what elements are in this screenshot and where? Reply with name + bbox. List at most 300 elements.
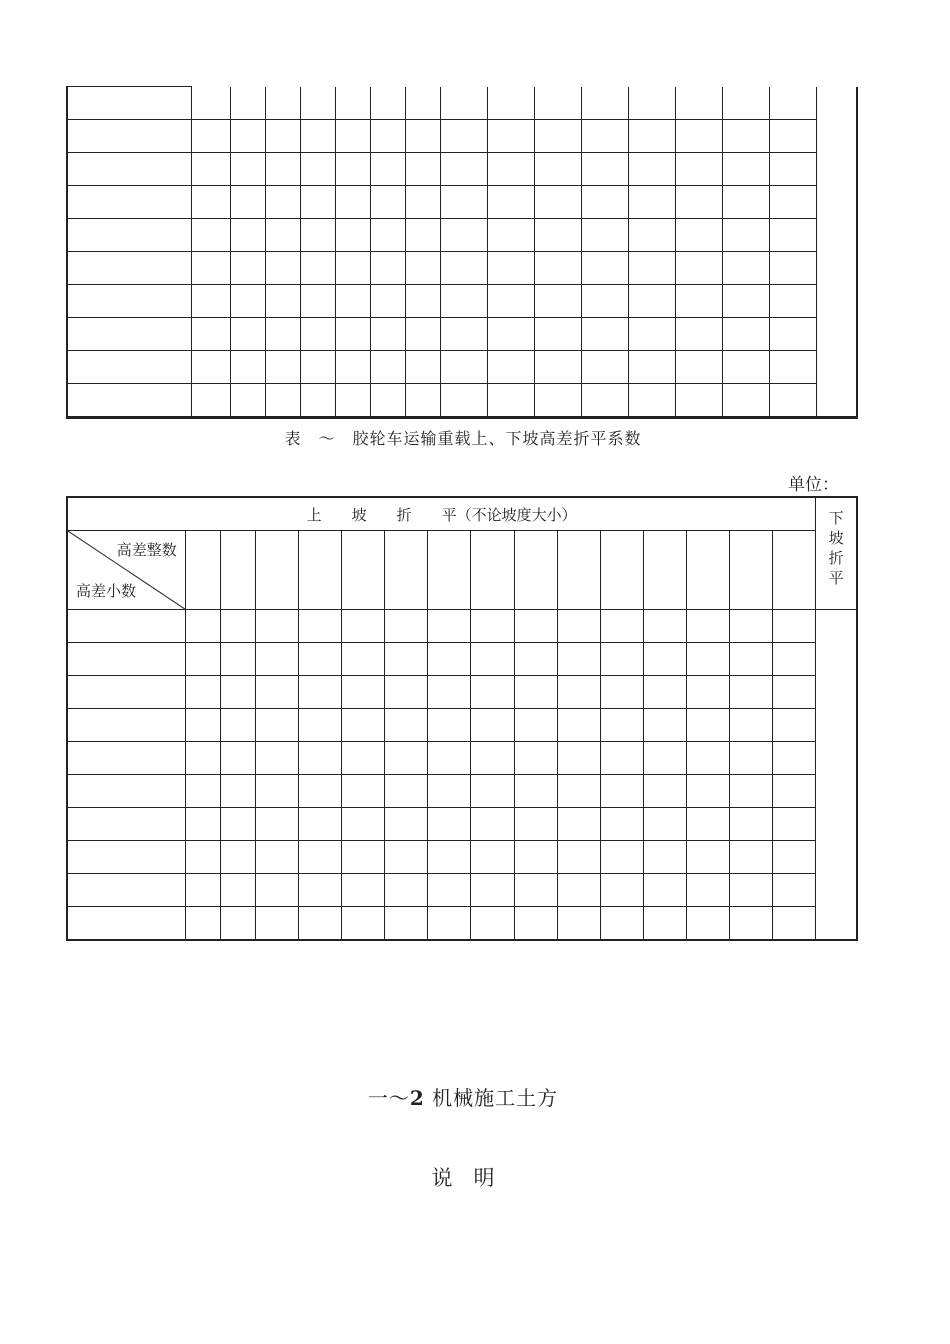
table-cell: [405, 252, 440, 285]
table-cell: [255, 775, 298, 808]
table-cell: [405, 318, 440, 351]
table-cell: [773, 808, 816, 841]
table-row: [67, 610, 857, 643]
table-cell: [67, 643, 185, 676]
table-cell: [729, 610, 772, 643]
table-cell: [686, 907, 729, 941]
table-cell: [255, 874, 298, 907]
table-cell: [185, 709, 220, 742]
column-header-cell: [385, 531, 428, 610]
table-cell: [440, 186, 487, 219]
table-cell: [255, 841, 298, 874]
table-cell: [67, 384, 191, 418]
unit-label: 单位：: [788, 475, 839, 495]
table-cell: [675, 384, 722, 418]
table-cell: [220, 874, 255, 907]
table-cell: [514, 643, 557, 676]
table-row: [67, 87, 857, 120]
table-cell: [300, 285, 335, 318]
table-cell: [534, 351, 581, 384]
table-cell: [722, 384, 769, 418]
table-cell: [370, 186, 405, 219]
table-cell: [405, 351, 440, 384]
table-cell: [265, 219, 300, 252]
table-cell: [600, 709, 643, 742]
table-cell: [675, 351, 722, 384]
table-cell: [67, 186, 191, 219]
table-row: [67, 841, 857, 874]
column-header-cell: [299, 531, 342, 610]
table-cell: [686, 676, 729, 709]
table-cell: [581, 384, 628, 418]
table-cell: [773, 610, 816, 643]
table-cell: [428, 709, 471, 742]
table-cell: [67, 742, 185, 775]
table-row: [67, 186, 857, 219]
table-cell: [729, 676, 772, 709]
table-cell: [335, 252, 370, 285]
table-cell: [722, 186, 769, 219]
table-cell: [628, 153, 675, 186]
table-cell: [600, 643, 643, 676]
table-cell: [255, 676, 298, 709]
table-cell: [514, 709, 557, 742]
table-cell: [405, 384, 440, 418]
table-cell: [370, 351, 405, 384]
table-cell: [428, 643, 471, 676]
table-cell: [581, 153, 628, 186]
table-cell: [440, 252, 487, 285]
table-row: [67, 676, 857, 709]
diagonal-header-cell: [67, 531, 185, 610]
table-cell: [471, 808, 514, 841]
table-row: [67, 252, 857, 285]
table-cell: [299, 610, 342, 643]
table-cell: [600, 676, 643, 709]
table-cell: [300, 186, 335, 219]
table-row: [67, 808, 857, 841]
table-cell: [686, 874, 729, 907]
table-cell: [557, 709, 600, 742]
table-cell: [600, 610, 643, 643]
column-header-cell: [185, 531, 220, 610]
table-cell: [370, 120, 405, 153]
table-cell: [67, 841, 185, 874]
table-cell: [428, 907, 471, 941]
header-row: [67, 497, 857, 531]
table-cell: [255, 709, 298, 742]
table-cell: [370, 285, 405, 318]
table-cell: [440, 219, 487, 252]
table-cell: [722, 351, 769, 384]
table-cell: [440, 153, 487, 186]
table-cell: [67, 775, 185, 808]
table-cell: [581, 87, 628, 120]
table-cell: [300, 153, 335, 186]
table-cell: [220, 808, 255, 841]
table-cell: [675, 87, 722, 120]
table-cell: [581, 219, 628, 252]
diag-top-label: 高差整数: [116, 541, 177, 559]
top-table-body: [67, 87, 857, 418]
table-cell: [191, 219, 230, 252]
table-cell: [385, 643, 428, 676]
table-cell: [299, 709, 342, 742]
table-cell: [185, 742, 220, 775]
table-cell: [471, 775, 514, 808]
table-cell: [557, 841, 600, 874]
uphill-header: 上 坡 折 平（不论坡度大小）: [67, 497, 816, 531]
table-cell: [514, 841, 557, 874]
table-cell: [643, 610, 686, 643]
table-cell: [220, 676, 255, 709]
table-cell: [769, 384, 816, 418]
table-cell: [335, 186, 370, 219]
table-cell: [769, 186, 816, 219]
table-cell: [428, 676, 471, 709]
table-cell: [557, 775, 600, 808]
section-number: 2: [409, 1086, 425, 1110]
column-header-cell: [643, 531, 686, 610]
table-cell: [265, 384, 300, 418]
table-cell: [514, 808, 557, 841]
table-cell: [342, 907, 385, 941]
table-cell: [773, 742, 816, 775]
table-cell: [722, 252, 769, 285]
table-cell: [342, 841, 385, 874]
table-cell: [255, 610, 298, 643]
table-cell: [342, 643, 385, 676]
table-row: [67, 351, 857, 384]
table-cell: [370, 318, 405, 351]
table-row: [67, 285, 857, 318]
column-header-cell: [514, 531, 557, 610]
table-cell: [643, 676, 686, 709]
table-cell: [342, 676, 385, 709]
table-cell: [686, 709, 729, 742]
table-cell: [265, 351, 300, 384]
table-cell: [67, 808, 185, 841]
downhill-header: [816, 497, 857, 610]
table-cell: [729, 841, 772, 874]
table-cell: [230, 186, 265, 219]
table-cell: [299, 907, 342, 941]
column-header-cell: [471, 531, 514, 610]
table-cell: [440, 285, 487, 318]
table-cell: [342, 610, 385, 643]
table-cell: [686, 742, 729, 775]
table-row: [67, 775, 857, 808]
table-cell: [686, 808, 729, 841]
column-header-cell: [428, 531, 471, 610]
table-cell: [220, 709, 255, 742]
table-cell: [514, 874, 557, 907]
table-cell: [487, 153, 534, 186]
table-cell: [675, 285, 722, 318]
table-cell: [342, 775, 385, 808]
table-cell: [675, 252, 722, 285]
table-cell: [722, 219, 769, 252]
table-cell: [581, 351, 628, 384]
right-blank-cell: [816, 252, 857, 285]
table-row: [67, 384, 857, 418]
table-cell: [729, 643, 772, 676]
table-cell: [581, 120, 628, 153]
table-cell: [600, 808, 643, 841]
table-cell: [643, 775, 686, 808]
table-cell: [581, 252, 628, 285]
table-cell: [220, 742, 255, 775]
table-cell: [299, 841, 342, 874]
right-blank-cell: [816, 384, 857, 418]
table-cell: [487, 351, 534, 384]
table-cell: [487, 252, 534, 285]
table-cell: [773, 775, 816, 808]
table-cell: [628, 87, 675, 120]
downhill-char: 折: [828, 549, 844, 567]
table-cell: [440, 87, 487, 120]
table-cell: [299, 643, 342, 676]
table-cell: [729, 808, 772, 841]
table-cell: [191, 384, 230, 418]
table-cell: [581, 285, 628, 318]
table-cell: [534, 153, 581, 186]
table-cell: [534, 87, 581, 120]
table-cell: [600, 907, 643, 941]
table-cell: [185, 907, 220, 941]
table-cell: [487, 318, 534, 351]
table-cell: [191, 318, 230, 351]
table-cell: [769, 318, 816, 351]
table-cell: [487, 384, 534, 418]
table-cell: [471, 643, 514, 676]
table-cell: [487, 285, 534, 318]
table-cell: [600, 742, 643, 775]
table-cell: [769, 285, 816, 318]
table-cell: [769, 252, 816, 285]
table-cell: [342, 709, 385, 742]
table-cell: [729, 874, 772, 907]
table-cell: [385, 742, 428, 775]
table-cell: [600, 775, 643, 808]
table-cell: [265, 318, 300, 351]
table-cell: [405, 87, 440, 120]
table-cell: [300, 87, 335, 120]
table-cell: [67, 120, 191, 153]
right-blank-cell: [816, 318, 857, 351]
table-cell: [773, 874, 816, 907]
table-cell: [628, 186, 675, 219]
table-cell: [471, 841, 514, 874]
table-cell: [428, 808, 471, 841]
top-table: [66, 86, 858, 419]
table-cell: [335, 120, 370, 153]
table-cell: [342, 742, 385, 775]
table-cell: [300, 120, 335, 153]
table-cell: [440, 318, 487, 351]
table-cell: [487, 186, 534, 219]
table-cell: [220, 775, 255, 808]
table-cell: [405, 186, 440, 219]
table-cell: [428, 874, 471, 907]
table-cell: [643, 808, 686, 841]
table-cell: [220, 610, 255, 643]
table-cell: [370, 87, 405, 120]
table-cell: [335, 318, 370, 351]
table-cell: [185, 808, 220, 841]
table-cell: [729, 775, 772, 808]
table-cell: [265, 120, 300, 153]
table-cell: [370, 219, 405, 252]
table-cell: [370, 153, 405, 186]
table-cell: [773, 907, 816, 941]
table-row: [67, 120, 857, 153]
table-cell: [185, 610, 220, 643]
table-cell: [514, 610, 557, 643]
table-cell: [628, 318, 675, 351]
table-cell: [67, 351, 191, 384]
table-cell: [534, 120, 581, 153]
table-cell: [370, 384, 405, 418]
table-row: [67, 318, 857, 351]
table-cell: [769, 351, 816, 384]
table-row: [67, 153, 857, 186]
table-cell: [405, 219, 440, 252]
table-cell: [643, 841, 686, 874]
table-cell: [220, 841, 255, 874]
column-header-cell: [557, 531, 600, 610]
table-cell: [405, 153, 440, 186]
table-cell: [67, 610, 185, 643]
table-cell: [300, 318, 335, 351]
table-cell: [191, 87, 230, 120]
table-cell: [534, 219, 581, 252]
table-cell: [600, 841, 643, 874]
table-cell: [191, 351, 230, 384]
table-cell: [191, 120, 230, 153]
table-cell: [769, 153, 816, 186]
table-cell: [255, 643, 298, 676]
table-cell: [191, 252, 230, 285]
table-cell: [675, 318, 722, 351]
table-cell: [220, 907, 255, 941]
table-cell: [643, 907, 686, 941]
table-cell: [769, 87, 816, 120]
downhill-char: 下: [828, 509, 844, 527]
downhill-char: 坡: [828, 529, 844, 547]
table-cell: [428, 841, 471, 874]
table-cell: [405, 120, 440, 153]
table-cell: [67, 874, 185, 907]
explanation-heading: 说 明: [431, 1166, 495, 1190]
table-cell: [628, 219, 675, 252]
downhill-char: 平: [828, 569, 844, 587]
table-cell: [185, 874, 220, 907]
table-cell: [773, 709, 816, 742]
table-cell: [628, 120, 675, 153]
table-cell: [67, 87, 191, 120]
table-cell: [230, 120, 265, 153]
table-cell: [643, 742, 686, 775]
section-heading: [0, 1082, 926, 1111]
table-cell: [769, 120, 816, 153]
table-cell: [729, 907, 772, 941]
table-cell: [385, 907, 428, 941]
table-cell: [300, 384, 335, 418]
column-header-cell: [773, 531, 816, 610]
table-cell: [185, 643, 220, 676]
table-cell: [471, 610, 514, 643]
downhill-value-cell: [816, 610, 857, 941]
table-cell: [255, 907, 298, 941]
table-cell: [67, 219, 191, 252]
table-cell: [335, 285, 370, 318]
column-header-cell: [686, 531, 729, 610]
table-cell: [67, 907, 185, 941]
table-cell: [487, 120, 534, 153]
table-cell: [514, 742, 557, 775]
table-cell: [686, 643, 729, 676]
table-cell: [471, 676, 514, 709]
right-blank-cell: [816, 186, 857, 219]
table-cell: [67, 285, 191, 318]
table-cell: [440, 351, 487, 384]
table-cell: [385, 808, 428, 841]
table-cell: [628, 285, 675, 318]
table-cell: [67, 318, 191, 351]
table-cell: [67, 709, 185, 742]
right-blank-cell: [816, 285, 857, 318]
table-row: [67, 907, 857, 941]
table-cell: [643, 643, 686, 676]
table-cell: [686, 610, 729, 643]
table-cell: [255, 742, 298, 775]
right-blank-cell: [816, 351, 857, 384]
table-cell: [191, 285, 230, 318]
table-cell: [185, 775, 220, 808]
table-cell: [385, 841, 428, 874]
right-blank-cell: [816, 153, 857, 186]
table-cell: [342, 808, 385, 841]
table-cell: [67, 153, 191, 186]
column-header-cell: [342, 531, 385, 610]
table-cell: [675, 120, 722, 153]
table-cell: [628, 351, 675, 384]
table-cell: [557, 643, 600, 676]
table-caption: 表 ～ 胶轮车运输重载上、下坡高差折平系数: [284, 429, 642, 448]
table-cell: [628, 384, 675, 418]
table-cell: [67, 676, 185, 709]
table-cell: [300, 219, 335, 252]
table-cell: [514, 676, 557, 709]
table-cell: [514, 775, 557, 808]
table-cell: [471, 709, 514, 742]
table-cell: [773, 643, 816, 676]
table-cell: [405, 285, 440, 318]
table-cell: [722, 318, 769, 351]
table-cell: [370, 252, 405, 285]
table-cell: [342, 874, 385, 907]
column-header-cell: [729, 531, 772, 610]
table-cell: [385, 676, 428, 709]
table-cell: [255, 808, 298, 841]
table-cell: [299, 874, 342, 907]
table-cell: [428, 610, 471, 643]
table-cell: [335, 87, 370, 120]
table-cell: [675, 153, 722, 186]
table-cell: [265, 252, 300, 285]
table-cell: [643, 874, 686, 907]
